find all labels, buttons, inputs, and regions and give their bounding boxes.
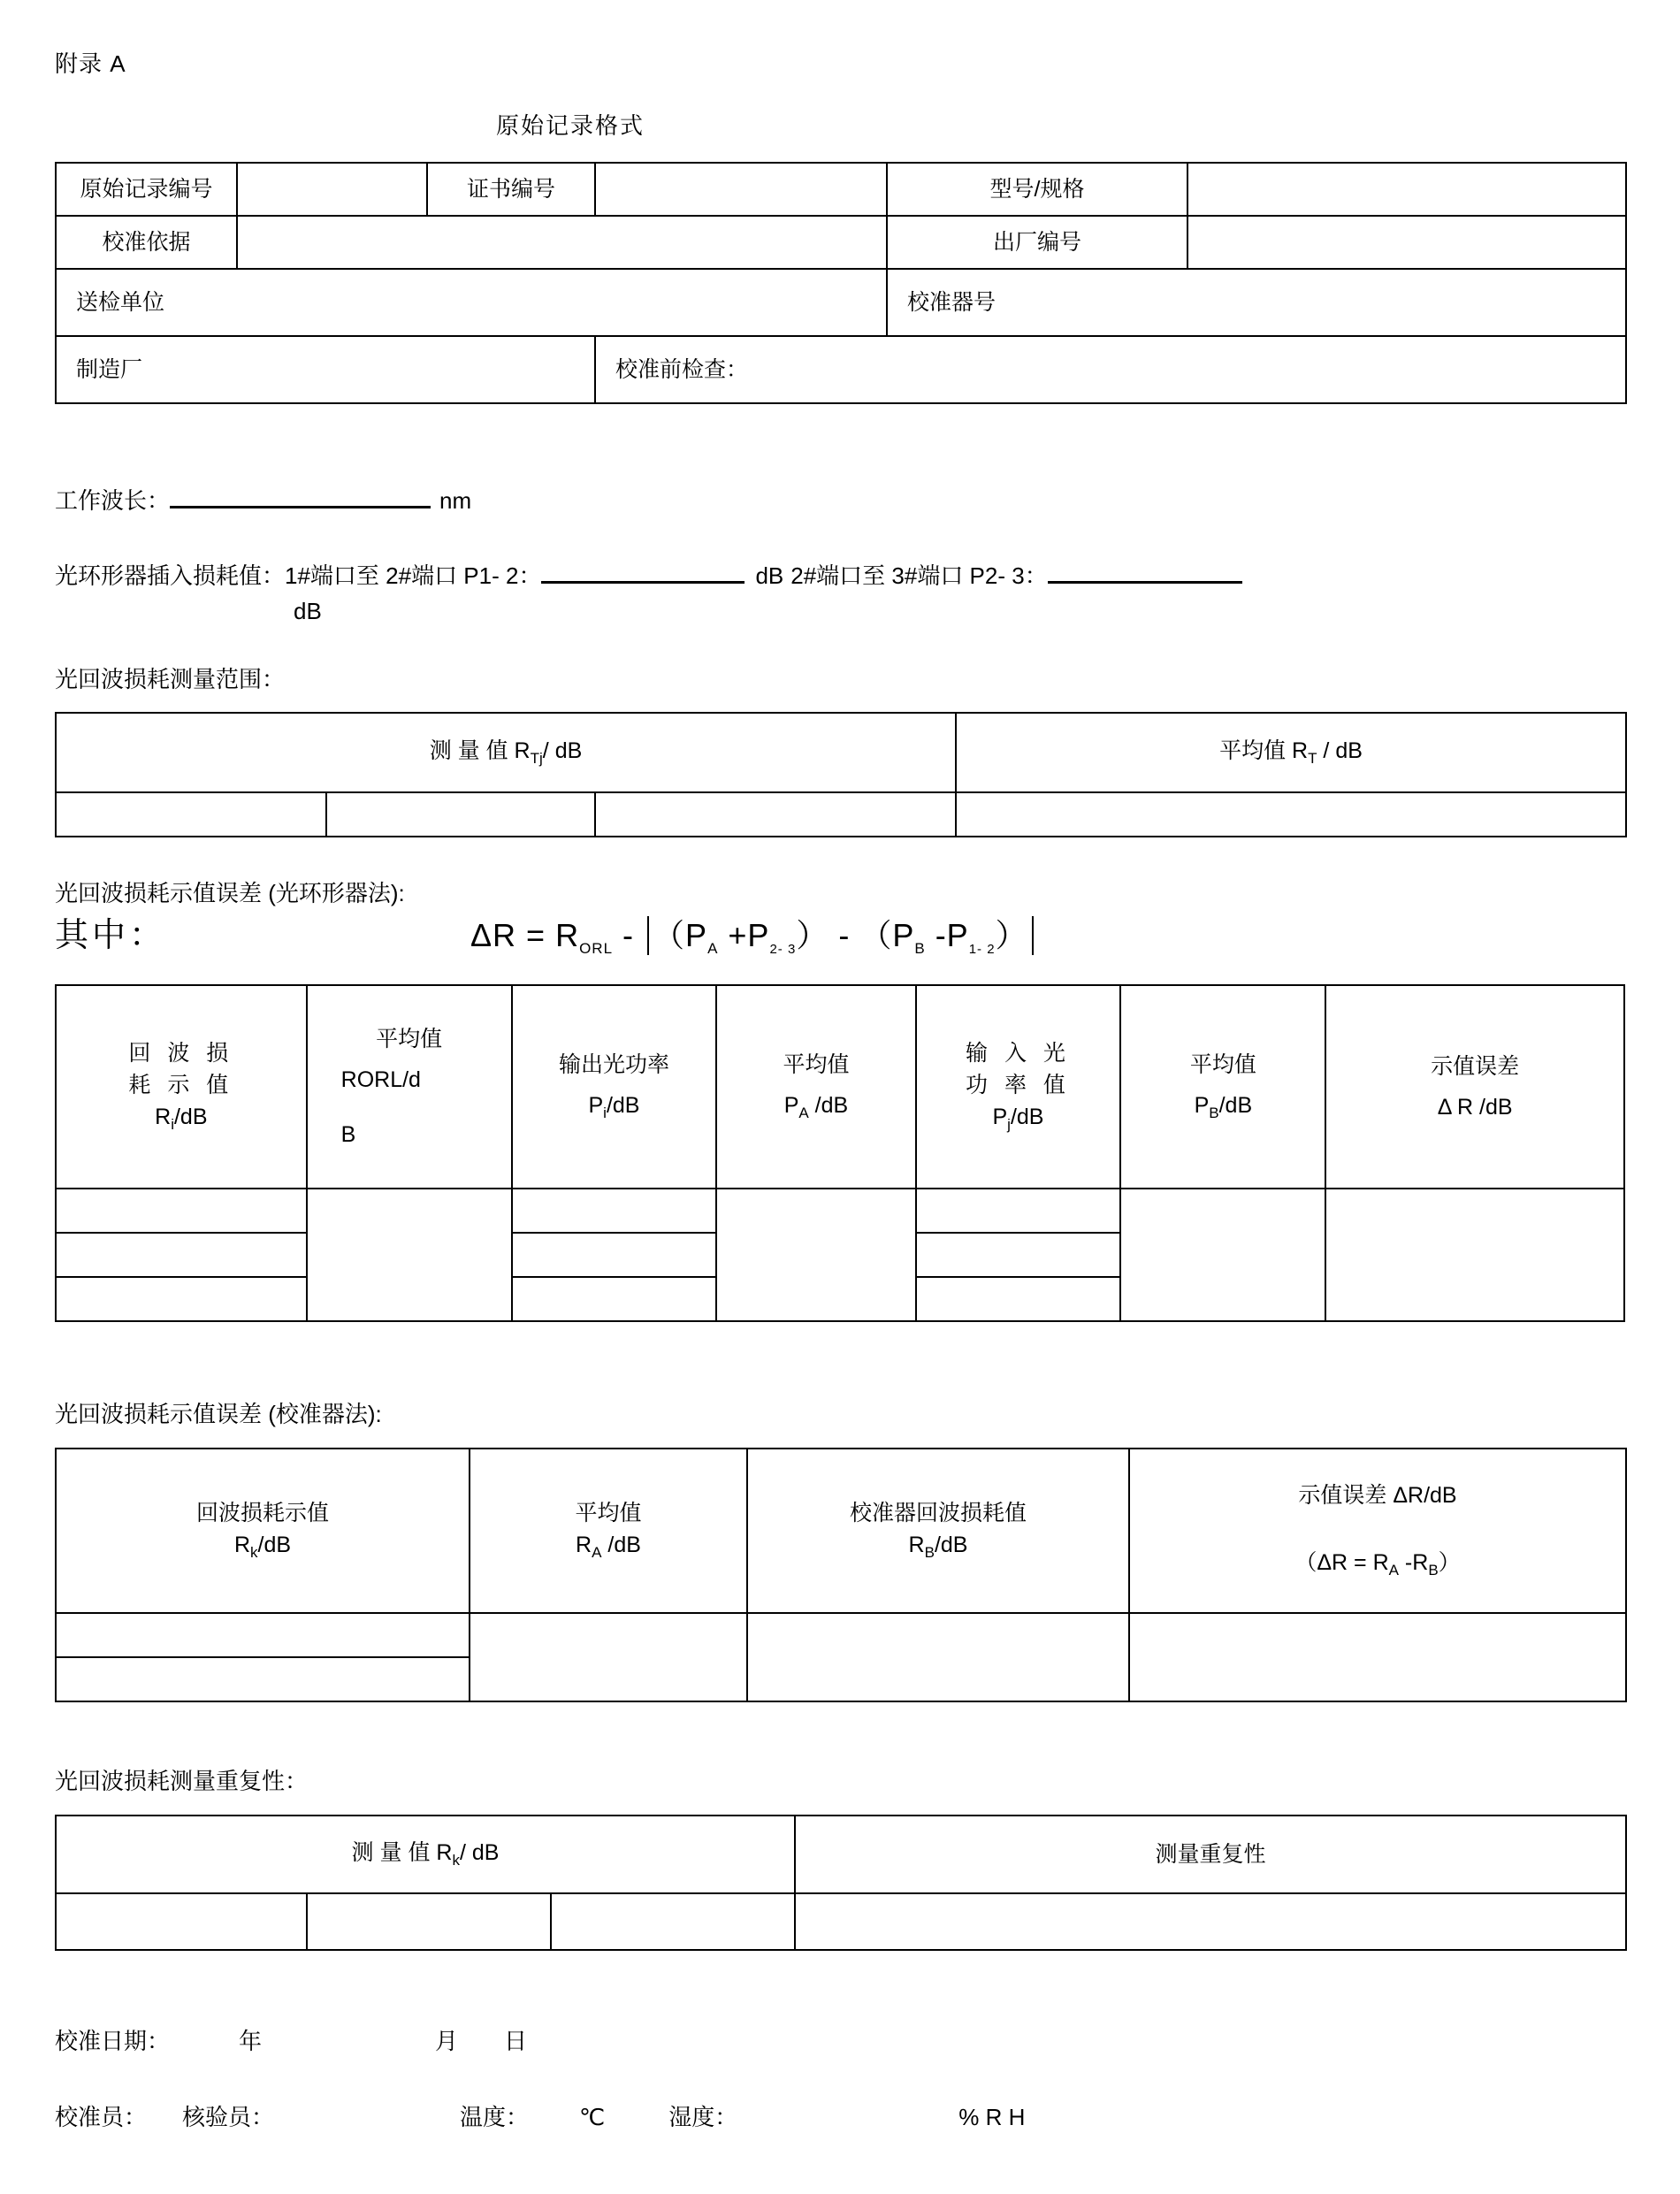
cal-col1-suffix: /dB <box>257 1533 292 1558</box>
cal-col2-suffix: /dB <box>601 1533 641 1558</box>
cal-cell-c4-merged[interactable] <box>1129 1613 1626 1701</box>
wavelength-unit: nm <box>439 487 472 514</box>
cell-model-spec-label: 型号/规格 <box>887 163 1187 216</box>
circ-cell-r1-c5[interactable] <box>916 1189 1121 1233</box>
formula-term2-open: （P <box>859 917 915 953</box>
circ-col7-line1: 示值误差 <box>1431 1053 1520 1079</box>
day-label: 日 <box>504 2028 528 2054</box>
cell-serial-no-label: 出厂编号 <box>887 216 1187 269</box>
cell-model-spec-value[interactable] <box>1187 163 1626 216</box>
header-info-table <box>55 162 1627 404</box>
cal-cell-r1-c1[interactable] <box>56 1613 470 1657</box>
cal-col-header-1 <box>56 1449 470 1613</box>
circ-col1-sub: i <box>171 1116 174 1134</box>
circ-cell-r1-c3[interactable] <box>512 1189 717 1233</box>
insertion-loss-seg1-label: 1#端口至 2#端口 P1- 2： <box>285 562 542 589</box>
circ-col4-suffix: /dB <box>808 1093 849 1119</box>
cell-basis-value[interactable] <box>237 216 887 269</box>
formula-body <box>470 911 1037 958</box>
circ-col-header-5 <box>916 985 1121 1189</box>
abs-bar-close-icon <box>1032 916 1034 955</box>
humidity-label: 湿度： <box>668 2104 738 2130</box>
rep-header-repeatability: 测量重复性 <box>795 1816 1626 1893</box>
insertion-loss-seg2-unit: dB <box>294 598 322 624</box>
circulator-formula <box>55 911 1625 964</box>
appendix-label: 附录 A <box>55 50 126 77</box>
cal-col3-suffix: /dB <box>934 1533 968 1558</box>
circ-col2-symbol2: B <box>340 1122 356 1148</box>
range-header-average-suffix: / dB <box>1317 738 1363 764</box>
formula-term1-sub: A <box>707 940 719 958</box>
humidity-unit: % R H <box>958 2104 1026 2130</box>
repeatability-table <box>55 1815 1627 1951</box>
circ-col2-line1: 平均值 <box>376 1026 443 1051</box>
rep-header-measured-text: 测 量 值 R <box>351 1840 453 1866</box>
circ-col-header-6 <box>1120 985 1325 1189</box>
insertion-loss-seg2-label: 2#端口至 3#端口 P2- 3： <box>790 562 1048 589</box>
circ-cell-r3-c3[interactable] <box>512 1277 717 1321</box>
formula-minus: - <box>613 917 645 953</box>
formula-prefix: 其中： <box>55 917 167 954</box>
insertion-loss-prefix: 光环形器插入损耗值： <box>55 562 286 589</box>
range-cell-average[interactable] <box>956 792 1626 837</box>
rep-cell-1[interactable] <box>56 1893 307 1950</box>
table-row <box>56 163 1626 216</box>
circ-cell-r2-c1[interactable] <box>56 1233 307 1277</box>
year-label: 年 <box>239 2028 263 2054</box>
cal-col1-title: 回波损耗示值 <box>195 1501 329 1526</box>
circ-col6-suffix: /dB <box>1218 1093 1253 1119</box>
circ-col6-symbol: P <box>1194 1093 1210 1119</box>
month-label: 月 <box>435 2028 459 2054</box>
table-row <box>56 216 1626 269</box>
circ-col1-symbol: R <box>155 1105 172 1130</box>
cal-col-header-4 <box>1129 1449 1626 1613</box>
cal-col4-note-sub1: A <box>1388 1562 1399 1579</box>
cal-col4-note-mid: -R <box>1398 1550 1429 1576</box>
range-cell-2[interactable] <box>326 792 595 837</box>
cal-cell-c3-merged[interactable] <box>747 1613 1129 1701</box>
formula-term2-minus: -P <box>925 917 969 953</box>
circ-col7-symbol: Δ R <box>1437 1095 1474 1120</box>
rep-cell-3[interactable] <box>551 1893 795 1950</box>
table-row <box>56 713 1626 792</box>
rep-header-measured-suffix: / dB <box>459 1840 500 1866</box>
circ-col4-sub: A <box>798 1105 809 1122</box>
circ-col1-line2: 耗 示 值 <box>128 1073 234 1098</box>
cell-record-no-label: 原始记录编号 <box>56 163 237 216</box>
cal-col3-sub: B <box>924 1544 935 1562</box>
insertion-loss-seg1-unit: dB <box>755 562 784 589</box>
wavelength-input[interactable] <box>170 505 431 508</box>
calibration-date-line <box>55 2023 527 2056</box>
formula-lhs-sub: ORL <box>579 940 614 958</box>
repeatability-section-label: 光回波损耗测量重复性： <box>55 1768 309 1794</box>
circ-cell-c7-merged[interactable] <box>1325 1189 1624 1321</box>
circ-col7-suffix: /dB <box>1473 1095 1513 1120</box>
cal-col4-title: 示值误差 ΔR/dB <box>1298 1483 1457 1509</box>
temperature-label: 温度： <box>460 2104 530 2130</box>
circ-col5-suffix: /dB <box>1010 1105 1044 1130</box>
calibrator-section-label: 光回波损耗示值误差 (校准器法): <box>55 1401 382 1427</box>
range-section-label: 光回波损耗测量范围： <box>55 666 286 692</box>
circ-col3-symbol: P <box>588 1093 604 1119</box>
circ-col5-line1: 输 入 光 <box>966 1040 1071 1066</box>
circ-cell-r2-c5[interactable] <box>916 1233 1121 1277</box>
formula-term1-close: ） <box>796 917 829 953</box>
table-row <box>56 1893 1626 1950</box>
cal-col-header-3 <box>747 1449 1129 1613</box>
range-header-measured-text: 测 量 值 R <box>429 738 531 764</box>
range-header-average <box>956 713 1626 792</box>
range-header-average-sub: T <box>1308 750 1317 768</box>
circ-col-header-7 <box>1325 985 1624 1189</box>
formula-term2-close: ） <box>995 917 1028 953</box>
calibrator-label: 校准员： <box>55 2104 148 2130</box>
range-header-measured <box>56 713 956 792</box>
circ-col6-sub: B <box>1209 1105 1219 1122</box>
circ-col3-suffix: /dB <box>606 1093 640 1119</box>
calibrator-table <box>55 1448 1627 1702</box>
table-row <box>56 792 1626 837</box>
circ-col5-symbol: P <box>992 1105 1008 1130</box>
range-table <box>55 712 1627 837</box>
table-row <box>56 269 1626 336</box>
table-header-row <box>56 985 1624 1189</box>
circ-col-header-4 <box>716 985 915 1189</box>
circ-col3-line1: 输出光功率 <box>558 1052 669 1078</box>
circ-col2-symbol: RORL/d <box>340 1066 421 1092</box>
circ-col6-line1: 平均值 <box>1189 1052 1256 1078</box>
rep-header-measured <box>56 1816 795 1893</box>
wavelength-label: 工作波长： <box>55 487 171 514</box>
cal-col2-symbol: R <box>576 1533 592 1558</box>
page-title: 原始记录格式 <box>495 112 645 139</box>
table-row <box>56 336 1626 403</box>
cal-cell-c2-merged[interactable] <box>470 1613 747 1701</box>
verifier-label: 核验员： <box>182 2104 275 2130</box>
range-header-measured-sub: Tj <box>530 750 543 768</box>
insertion-loss-field <box>55 558 1242 591</box>
circulator-section-label: 光回波损耗示值误差 (光环形器法): <box>55 880 405 906</box>
cell-basis-label: 校准依据 <box>56 216 237 269</box>
circ-cell-r3-c5[interactable] <box>916 1277 1121 1321</box>
circ-cell-c6-merged[interactable] <box>1120 1189 1325 1321</box>
cell-certificate-no-value[interactable] <box>595 163 887 216</box>
abs-bar-open-icon <box>647 916 649 955</box>
insertion-loss-p12-input[interactable] <box>541 580 745 584</box>
table-row <box>56 1189 1624 1233</box>
formula-term1-plus: +P <box>718 917 770 953</box>
insertion-loss-seg2-unit-line <box>294 598 322 625</box>
cell-manufacturer-label: 制造厂 <box>56 336 595 403</box>
formula-term1-open: （P <box>653 917 708 953</box>
temperature-unit: ℃ <box>579 2104 606 2130</box>
cal-col1-symbol: R <box>233 1533 251 1558</box>
cal-col2-title: 平均值 <box>575 1501 642 1526</box>
cal-col-header-2 <box>470 1449 747 1613</box>
circ-col5-sub: j <box>1007 1116 1011 1134</box>
cell-precheck-label[interactable]: 校准前检查： <box>595 336 1626 403</box>
signature-line <box>55 2099 1025 2132</box>
circ-col-header-1 <box>56 985 307 1189</box>
cell-certificate-no-label: 证书编号 <box>427 163 595 216</box>
cell-serial-no-value[interactable] <box>1187 216 1626 269</box>
cal-col1-sub: k <box>250 1544 258 1562</box>
range-header-measured-suffix: / dB <box>542 738 583 764</box>
circ-cell-c2-merged[interactable] <box>307 1189 512 1321</box>
circ-col5-line2: 功 率 值 <box>966 1073 1071 1098</box>
cal-col4-note-suffix: ） <box>1438 1550 1461 1576</box>
circ-cell-r3-c1[interactable] <box>56 1277 307 1321</box>
circ-col-header-2 <box>307 985 512 1189</box>
wavelength-field <box>55 483 471 516</box>
table-header-row <box>56 1816 1626 1893</box>
cal-col4-note-sub2: B <box>1428 1562 1439 1579</box>
insertion-loss-p23-input[interactable] <box>1048 580 1242 584</box>
circ-cell-c4-merged[interactable] <box>716 1189 915 1321</box>
calibration-date-label: 校准日期： <box>55 2028 171 2054</box>
circ-col1-line1: 回 波 损 <box>128 1040 234 1066</box>
cal-col3-title: 校准器回波损耗值 <box>849 1501 1027 1526</box>
rep-header-measured-sub: k <box>452 1852 460 1869</box>
formula-mid-minus: - <box>829 917 860 953</box>
rep-cell-4[interactable] <box>795 1893 1626 1950</box>
cal-col3-symbol: R <box>908 1533 925 1558</box>
cal-col2-sub: A <box>592 1544 602 1562</box>
circ-cell-r2-c3[interactable] <box>512 1233 717 1277</box>
circ-col-header-3 <box>512 985 717 1189</box>
circulator-table <box>55 984 1625 1322</box>
formula-term1-sub2: 2- 3 <box>769 942 797 958</box>
range-cell-1[interactable] <box>56 792 326 837</box>
circ-col1-suffix: /dB <box>173 1105 208 1130</box>
formula-lhs: ΔR = R <box>470 917 580 953</box>
formula-term2-sub: B <box>914 940 926 958</box>
circ-col4-line1: 平均值 <box>783 1052 850 1078</box>
range-header-average-text: 平均值 R <box>1219 738 1309 764</box>
table-header-row <box>56 1449 1626 1613</box>
formula-term2-sub2: 1- 2 <box>968 942 996 958</box>
cal-col4-note-prefix: （ΔR = R <box>1294 1550 1389 1576</box>
circ-cell-r1-c1[interactable] <box>56 1189 307 1233</box>
circ-col3-sub: i <box>603 1105 607 1122</box>
range-cell-3[interactable] <box>595 792 956 837</box>
circ-col4-symbol: P <box>783 1093 799 1119</box>
rep-cell-2[interactable] <box>307 1893 551 1950</box>
table-row <box>56 1613 1626 1657</box>
cell-calibrator-no-label[interactable]: 校准器号 <box>887 269 1626 336</box>
cal-cell-r2-c1[interactable] <box>56 1657 470 1701</box>
cell-record-no-value[interactable] <box>237 163 427 216</box>
cell-submitting-unit-label: 送检单位 <box>56 269 887 336</box>
